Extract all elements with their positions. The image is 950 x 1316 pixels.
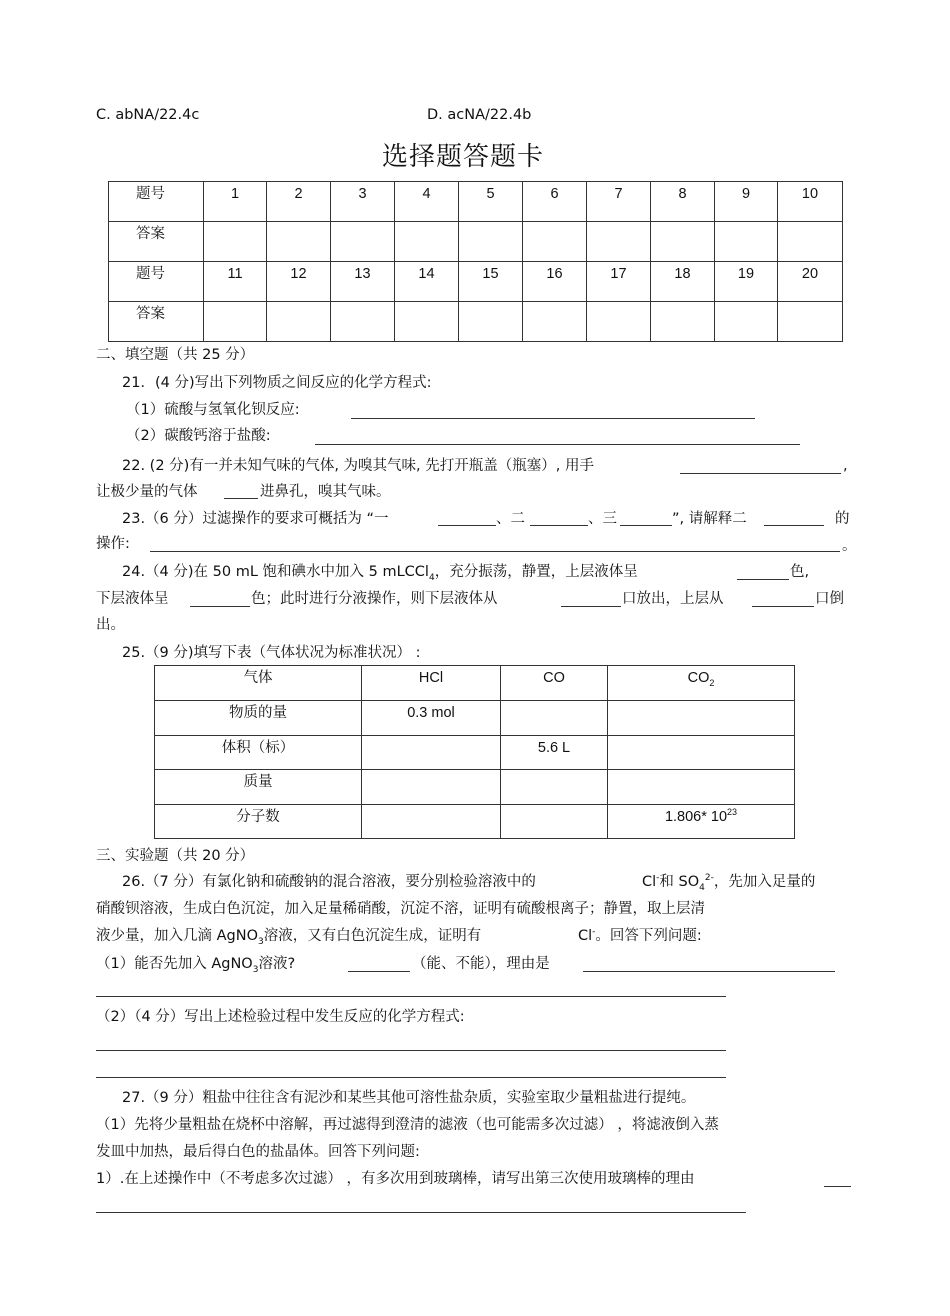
header-hcl: HCl xyxy=(362,666,501,701)
q24-blank-2[interactable] xyxy=(190,606,250,607)
option-d: D. acNA/22.4b xyxy=(427,107,532,123)
q26-line2: 硝酸钡溶液，生成白色沉淀，加入足量稀硝酸，沉淀不溶，证明有硫酸根离子；静置，取上层清 xyxy=(96,901,705,917)
answer-cell[interactable] xyxy=(395,302,459,342)
question-number: 18 xyxy=(651,262,715,302)
question-number: 6 xyxy=(523,182,587,222)
q26-part1-c: （能、不能），理由是 xyxy=(412,956,550,972)
question-number: 10 xyxy=(778,182,843,222)
q24-blank-1[interactable] xyxy=(737,579,789,580)
answer-cell[interactable] xyxy=(459,302,523,342)
q26-part2-answer-line-2[interactable] xyxy=(96,1077,726,1078)
q21-part1: （1）硫酸与氢氧化钡反应: xyxy=(126,402,300,418)
question-number: 3 xyxy=(331,182,395,222)
q22-blank-2[interactable] xyxy=(224,498,258,499)
answer-cell[interactable] xyxy=(651,222,715,262)
q27-line1: 27.（9 分）粗盐中往往含有泥沙和某些其他可溶性盐杂质，实验室取少量粗盐进行提纯。 xyxy=(122,1090,696,1106)
q23-line1-end: 的 xyxy=(835,511,850,527)
q26-line3-a: 液少量，加入几滴 AgNO$_3$溶液，又有白色沉淀生成，证明有 xyxy=(96,928,482,947)
row-label-question-no: 题号 xyxy=(109,182,204,222)
question-number: 8 xyxy=(651,182,715,222)
question-number: 16 xyxy=(523,262,587,302)
q22-line2-b: 进鼻孔，嗅其气味。 xyxy=(260,484,391,500)
q25-stem: 25.（9 分)填写下表（气体状况为标准状况） : xyxy=(122,645,421,661)
cell-hcl[interactable]: 0.3 mol xyxy=(362,701,501,736)
question-number: 9 xyxy=(715,182,778,222)
q26-part2-answer-line-1[interactable] xyxy=(96,1050,726,1051)
cell-co2[interactable] xyxy=(608,736,795,770)
row-label: 质量 xyxy=(155,770,362,805)
cell-co[interactable] xyxy=(501,805,608,839)
q23-blank-3[interactable] xyxy=(620,525,672,526)
header-co: CO xyxy=(501,666,608,701)
answer-cell[interactable] xyxy=(651,302,715,342)
cell-co[interactable]: 5.6 L xyxy=(501,736,608,770)
q21-part2: （2）碳酸钙溶于盐酸: xyxy=(126,428,271,444)
cell-co2[interactable] xyxy=(608,770,795,805)
answer-cell[interactable] xyxy=(715,222,778,262)
question-number: 4 xyxy=(395,182,459,222)
q24-line2-b: 色；此时进行分液操作，则下层液体从 xyxy=(251,591,498,607)
q23-sep-3: 、三 xyxy=(588,511,617,527)
question-number: 20 xyxy=(778,262,843,302)
answer-cell[interactable] xyxy=(267,302,331,342)
question-number: 12 xyxy=(267,262,331,302)
answer-cell[interactable] xyxy=(204,302,267,342)
question-number: 14 xyxy=(395,262,459,302)
section-3-heading: 三、实验题（共 20 分） xyxy=(96,848,255,864)
row-label: 体积（标） xyxy=(155,736,362,770)
row-label: 分子数 xyxy=(155,805,362,839)
q27-answer-line[interactable] xyxy=(96,1212,746,1213)
answer-cell[interactable] xyxy=(778,302,843,342)
cell-hcl[interactable] xyxy=(362,736,501,770)
header-co2: $CO_2$ xyxy=(608,666,795,701)
gas-table-row xyxy=(155,805,795,839)
q23-line1-a: 23.（6 分）过滤操作的要求可概括为 “一 xyxy=(122,511,389,527)
q27-line3: 发皿中加热，最后得白色的盐晶体。回答下列问题: xyxy=(96,1144,420,1160)
answer-cell[interactable] xyxy=(459,222,523,262)
q26-part1: （1）能否先加入 AgNO$_3$溶液? xyxy=(96,956,296,975)
answer-cell[interactable] xyxy=(204,222,267,262)
q24-line2-end: 口倒 xyxy=(815,591,844,607)
question-number: 2 xyxy=(267,182,331,222)
q22-line2-a: 让极少量的气体 xyxy=(96,484,198,500)
answer-cell[interactable] xyxy=(267,222,331,262)
answer-cell[interactable] xyxy=(587,222,651,262)
question-number: 17 xyxy=(587,262,651,302)
q24-line2-c: 口放出，上层从 xyxy=(622,591,724,607)
q24-line2-a: 下层液体呈 xyxy=(96,591,169,607)
row-label-answer: 答案 xyxy=(109,302,204,342)
question-number: 5 xyxy=(459,182,523,222)
q22-line1: 22. (2 分)有一并未知气味的气体, 为嗅其气味, 先打开瓶盖（瓶塞）, 用手 xyxy=(122,458,594,474)
q22-line1-end: , xyxy=(843,458,848,474)
q23-sep-2: 、二 xyxy=(496,511,525,527)
question-number: 7 xyxy=(587,182,651,222)
gas-table xyxy=(154,665,795,839)
answer-cell[interactable] xyxy=(331,302,395,342)
cell-hcl[interactable] xyxy=(362,805,501,839)
q26-part1-reason-line[interactable] xyxy=(583,971,835,972)
question-number: 15 xyxy=(459,262,523,302)
q26-part1-reason-line-2[interactable] xyxy=(96,996,726,997)
question-number: 13 xyxy=(331,262,395,302)
q27-line2: （1）先将少量粗盐在烧杯中溶解，再过滤得到澄清的滤液（也可能需多次过滤） ，将滤液倒入蒸 xyxy=(96,1117,719,1133)
q27-line4: 1）.在上述操作中（不考虑多次过滤） ，有多次用到玻璃棒，请写出第三次使用玻璃棒的理由 xyxy=(96,1171,695,1187)
answer-card-title: 选择题答题卡 xyxy=(382,142,545,172)
answer-card-table xyxy=(108,181,843,342)
answer-cell[interactable] xyxy=(331,222,395,262)
q23-blank-2[interactable] xyxy=(530,525,588,526)
gas-table-row xyxy=(155,701,795,736)
cell-co[interactable] xyxy=(501,701,608,736)
gas-table-row xyxy=(155,736,795,770)
gas-table-row xyxy=(155,770,795,805)
q23-blank-4[interactable] xyxy=(764,525,824,526)
question-number: 19 xyxy=(715,262,778,302)
q24-line1-a: 24.（4 分)在 50 mL 饱和碘水中加入 5 mLCCl$_4$，充分振荡，静置，上层液体呈 xyxy=(122,564,638,583)
q24-blank-4[interactable] xyxy=(752,606,814,607)
question-number-row-1 xyxy=(109,182,843,222)
cell-co2[interactable]: 1.806* $10^{23}$ xyxy=(608,805,795,839)
option-c: C. abNA/22.4c xyxy=(96,107,200,123)
answer-cell[interactable] xyxy=(523,222,587,262)
question-number: 1 xyxy=(204,182,267,222)
q23-explain-line[interactable] xyxy=(150,551,840,552)
q24-line1-end: 色, xyxy=(790,564,810,580)
cell-co2[interactable] xyxy=(608,701,795,736)
q23-line1-b: ”, 请解释二 xyxy=(672,511,747,527)
cell-hcl[interactable] xyxy=(362,770,501,805)
answer-cell[interactable] xyxy=(395,222,459,262)
gas-table-header-row xyxy=(155,666,795,701)
answer-cell[interactable] xyxy=(715,302,778,342)
q26-line1-a: 26.（7 分）有氯化钠和硫酸钠的混合溶液，要分别检验溶液中的 xyxy=(122,874,536,890)
q23-line2-end: 。 xyxy=(842,538,857,554)
row-label-question-no: 题号 xyxy=(109,262,204,302)
answer-cell[interactable] xyxy=(778,222,843,262)
question-number-row-2 xyxy=(109,262,843,302)
question-number: 11 xyxy=(204,262,267,302)
q27-blank-start[interactable] xyxy=(824,1186,851,1187)
q21-stem: 21．(4 分)写出下列物质之间反应的化学方程式: xyxy=(122,375,432,391)
header-gas: 气体 xyxy=(155,666,362,701)
row-label-answer: 答案 xyxy=(109,222,204,262)
answer-row-2 xyxy=(109,302,843,342)
q21-part2-answer-line[interactable] xyxy=(315,444,800,445)
q26-line1-ions: Cl-和 $SO_4^{2-}$，先加入足量的 xyxy=(642,873,816,893)
answer-row-1 xyxy=(109,222,843,262)
answer-cell[interactable] xyxy=(523,302,587,342)
q24-blank-3[interactable] xyxy=(561,606,621,607)
q26-part2: （2）（4 分）写出上述检验过程中发生反应的化学方程式: xyxy=(96,1009,465,1025)
row-label: 物质的量 xyxy=(155,701,362,736)
q21-part1-answer-line[interactable] xyxy=(351,418,755,419)
q24-line3: 出。 xyxy=(96,617,125,633)
q26-part1-yes-no-blank[interactable] xyxy=(348,971,410,972)
q26-line3-b: Cl-。回答下列问题: xyxy=(578,927,702,944)
answer-cell[interactable] xyxy=(587,302,651,342)
q23-blank-1[interactable] xyxy=(438,525,496,526)
cell-co[interactable] xyxy=(501,770,608,805)
q22-blank-1[interactable] xyxy=(680,473,841,474)
q23-line2-a: 操作: xyxy=(96,536,130,552)
section-2-heading: 二、填空题（共 25 分） xyxy=(96,347,255,363)
